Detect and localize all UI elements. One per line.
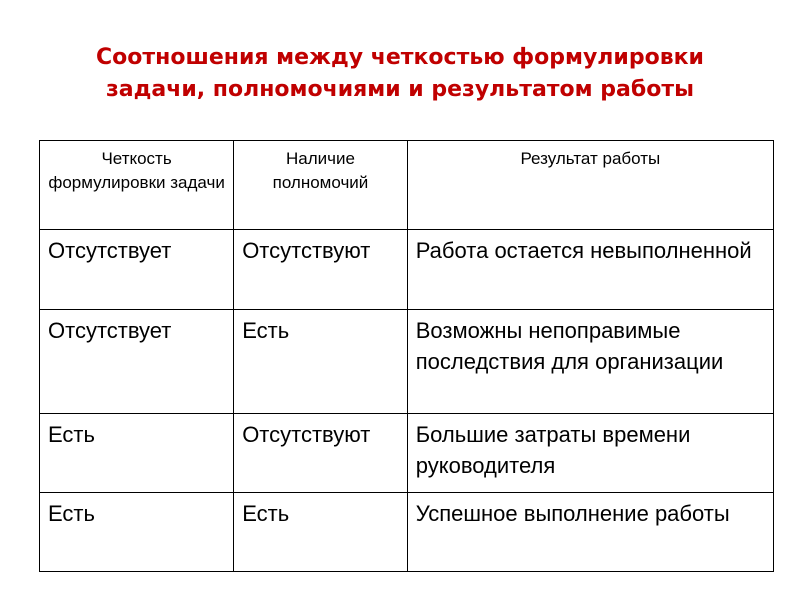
- title-line-1: Соотношения между четкостью формулировки: [96, 45, 704, 70]
- table-cell-authority: Отсутствуют: [234, 414, 408, 493]
- table-cell-result: Большие затраты времени руководителя: [407, 414, 773, 493]
- column-header-clarity: Четкость формулировки задачи: [40, 141, 234, 230]
- table-cell-result: Работа остается невыполненной: [407, 230, 773, 310]
- column-header-result: Результат работы: [407, 141, 773, 230]
- table-row: [40, 414, 774, 493]
- table-cell-clarity: Отсутствует: [40, 230, 234, 310]
- page-title: [40, 42, 760, 106]
- table-cell-result: Успешное выполнение работы: [407, 493, 773, 572]
- table-cell-result: Возможны непоправимые последствия для организации: [407, 310, 773, 414]
- table-row: [40, 493, 774, 572]
- table-cell-authority: Отсутствуют: [234, 230, 408, 310]
- table-cell-clarity: Есть: [40, 414, 234, 493]
- table-cell-authority: Есть: [234, 310, 408, 414]
- table-cell-authority: Есть: [234, 493, 408, 572]
- table-cell-clarity: Есть: [40, 493, 234, 572]
- column-header-authority: Наличие полномочий: [234, 141, 408, 230]
- title-line-2: задачи, полномочиями и результатом работы: [105, 77, 695, 102]
- table-row: [40, 310, 774, 414]
- table-row: [40, 230, 774, 310]
- table-cell-clarity: Отсутствует: [40, 310, 234, 414]
- relationship-table: [39, 140, 774, 572]
- table-header-row: [40, 141, 774, 230]
